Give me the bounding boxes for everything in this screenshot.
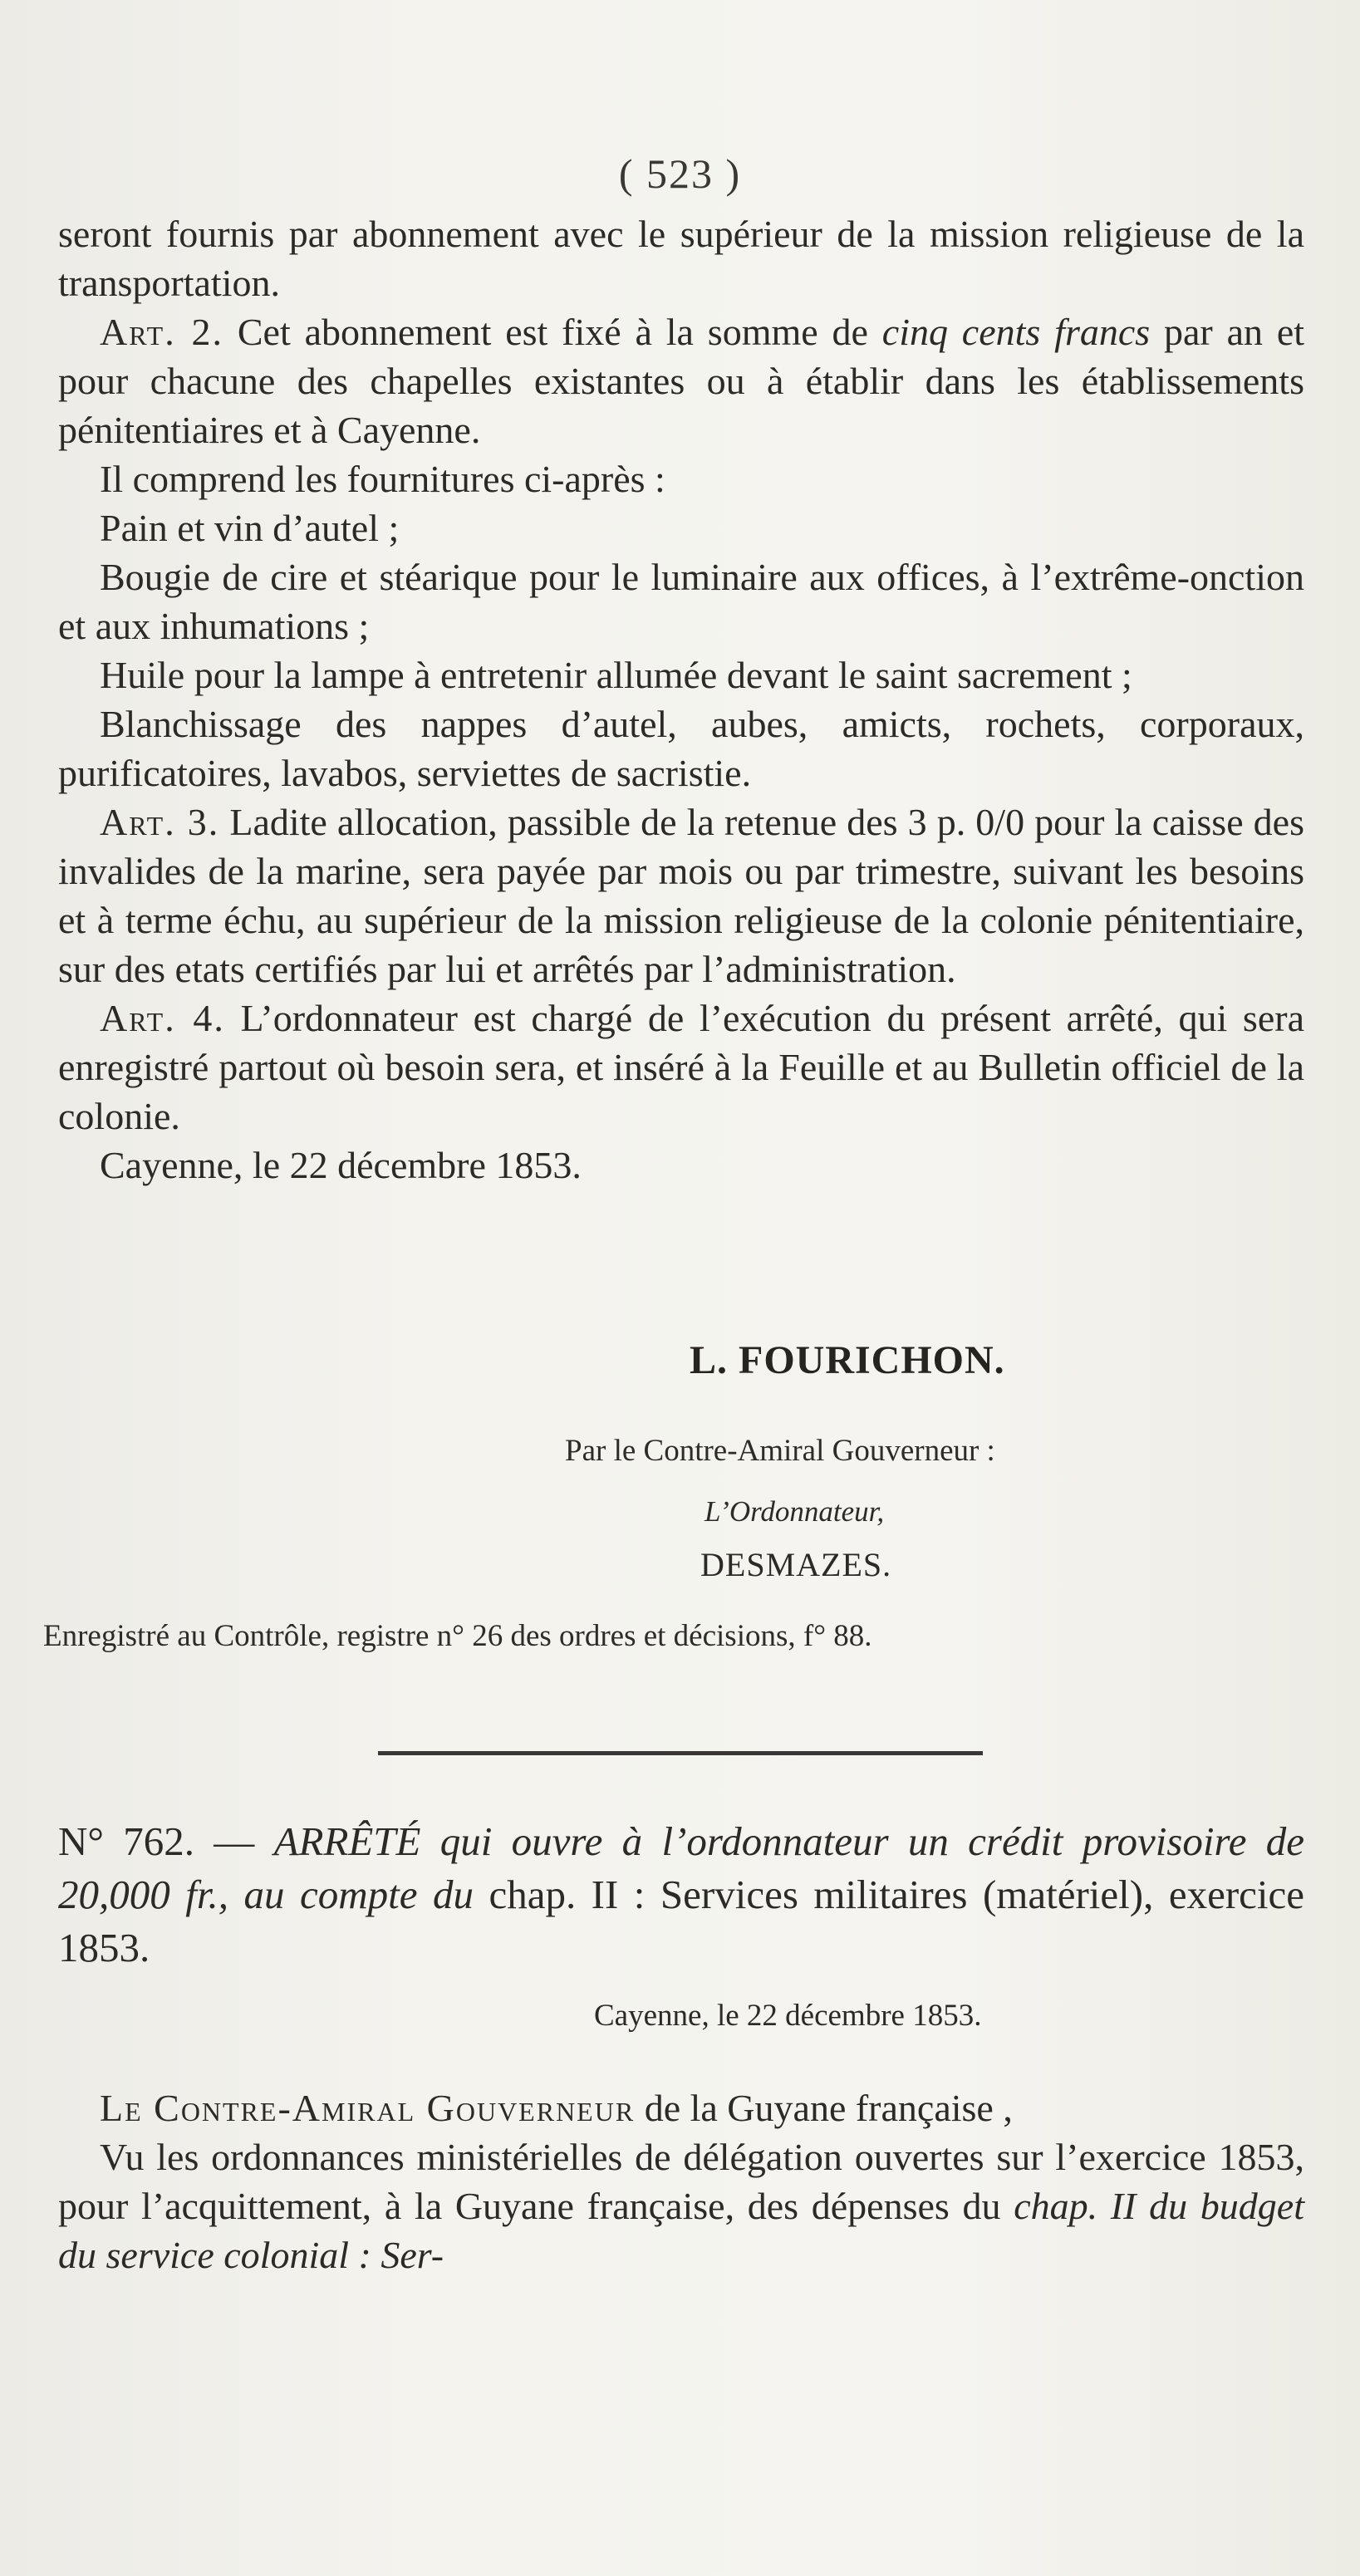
article-4-label: Art. 4. [100,997,225,1039]
article-3-label: Art. 3. [100,801,220,843]
arrete-number: N° 762. — [58,1818,255,1864]
governor-title: Le Contre-Amiral Gouverneur [100,2087,636,2129]
continuation-paragraph: seront fournis par abonnement avec le supérieur de la mission religieuse de la transportation. [58,213,1304,304]
article-3 [58,797,1304,994]
list-item: Bougie de cire et stéarique pour le luminaire aux offices, à l’extrême-onction et aux inhumations ; [58,556,1304,647]
vu-text: Vu les ordonnances ministérielles de délégation ouvertes sur l’exercice 1853, pour l’acquittement, à la Guyane française, des dépenses du [58,2136,1304,2227]
section-divider [378,1751,983,1755]
ordonnateur-title: L’Ordonnateur, [705,1495,885,1528]
article-4-text: L’ordonnateur est chargé de l’exécution du présent arrêté, qui sera enregistré partout où besoin sera, et inséré à la Feuille et au Bulletin officiel de la colonie. [58,997,1304,1137]
article-3-text: Ladite allocation, passible de la retenue des 3 p. 0/0 pour la caisse des invalides de la marine, sera payée par mois ou par trimestre, suivant les besoins et à terme échu, au supérieur de la mission religieuse de la colonie pénitentiaire, sur des etats certifiés par lui et arrêtés par l’administration. [58,801,1305,990]
page-number: ( 523 ) [618,150,742,197]
list-item: Blanchissage des nappes d’autel, aubes, amicts, rochets, corporaux, purificatoires, lavabos, serviettes de sacristie. [58,703,1304,794]
governor-rest: de la Guyane française , [644,2087,1013,2129]
article-4 [58,994,1304,1141]
governor-line [58,2083,1304,2132]
date-signed: Cayenne, le 22 décembre 1853. [100,1144,582,1186]
arrete-heading [58,1815,1304,1975]
list-item: Pain et vin d’autel ; [100,507,400,549]
article-2 [58,307,1304,454]
items-intro: Il comprend les fournitures ci-après : [100,458,665,500]
arrete-title: ARRÊTÉ qui ouvre à l’ordonnateur un crédit provisoire de 20,000 fr., au compte du [58,1818,1305,1917]
dateline: Cayenne, le 22 décembre 1853. [594,1999,982,2033]
article-2-text-b: par an et pour chacune des chapelles existantes ou à établir dans les établissements pénitentiaires et à Cayenne. [58,311,1305,451]
signer-name: L. FOURICHON. [690,1338,1005,1382]
article-2-text-a: Cet abonnement est fixé à la somme de [237,311,868,353]
arrete-paragraph [58,1815,1304,1975]
list-item: Huile pour la lampe à entretenir allumée devant le saint sacrement ; [100,654,1132,696]
body-text [58,209,1304,1190]
arrete-chapter: chap. II : Services militaires (matériel), exercice 1853. [58,1872,1305,1970]
vu-paragraph [58,2132,1304,2279]
par-le-line: Par le Contre-Amiral Gouverneur : [565,1434,995,1468]
ordonnateur-name: DESMAZES. [700,1546,892,1583]
preamble-text [58,2083,1304,2279]
article-2-amount: cinq cents francs [881,311,1151,353]
vu-italic: chap. II du budget du service colonial : Ser- [58,2185,1304,2276]
registration-note: Enregistré au Contrôle, registre n° 26 des ordres et décisions, f° 88. [43,1619,872,1653]
article-2-label: Art. 2. [100,311,224,353]
